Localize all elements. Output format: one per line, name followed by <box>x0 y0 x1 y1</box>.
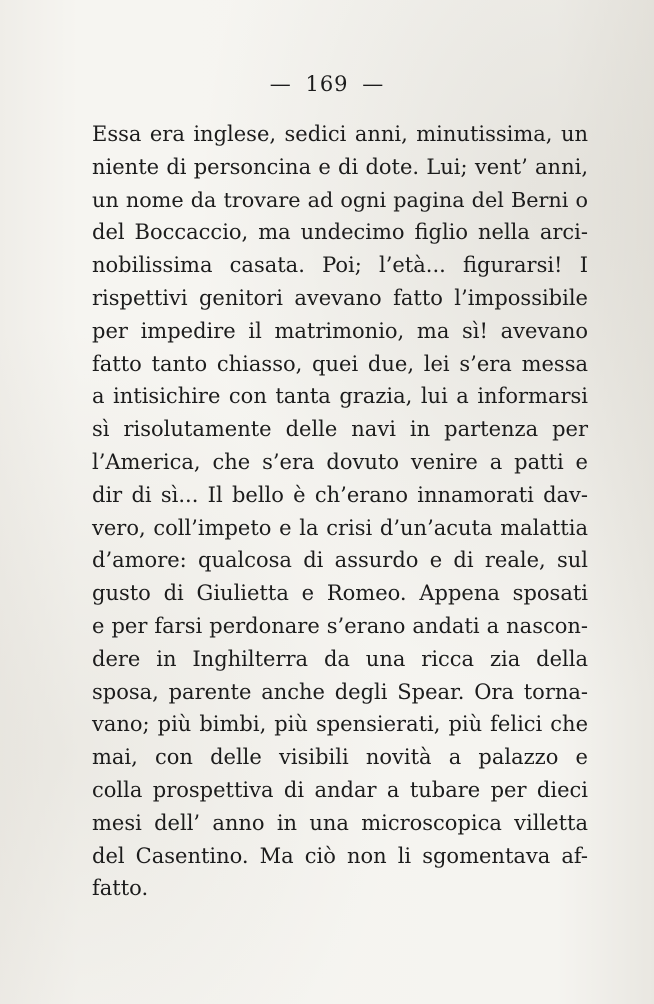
text-line: gusto di Giulietta e Romeo. Appena sposati <box>92 581 588 606</box>
text-line: nobilissima casata. Poi; l’età... figurarsi! I <box>92 253 588 278</box>
text-line: d’amore: qualcosa di assurdo e di reale, sul <box>92 548 588 573</box>
text-line: rispettivi genitori avevano fatto l’impossibile <box>92 285 588 310</box>
text-line: Essa era inglese, sedici anni, minutissima, un <box>92 122 588 146</box>
text-line: per impedire il matrimonio, ma sì! avevano <box>92 318 588 343</box>
text-line: niente di personcina e di dote. Lui; vent’ anni, <box>92 154 588 179</box>
text-line: a intisichire con tanta grazia, lui a informarsi <box>92 384 588 409</box>
text-line: dir di sì... Il bello è ch’erano innamorati dav- <box>92 482 588 507</box>
text-line: vano; più bimbi, più spensierati, più felici che <box>92 712 588 737</box>
text-line: mai, con delle visibili novità a palazzo e <box>92 745 588 770</box>
text-line: colla prospettiva di andar a tubare per dieci <box>92 777 588 802</box>
text-line: del Boccaccio, ma undecimo figlio nella arci- <box>92 220 588 245</box>
text-line: del Casentino. Ma ciò non li sgomentava af- <box>92 843 588 868</box>
body-text <box>92 118 588 905</box>
text-line: fatto. <box>92 876 149 901</box>
text-line: un nome da trovare ad ogni pagina del Berni o <box>92 187 588 212</box>
page-number: — 169 — <box>269 72 385 96</box>
text-line: e per farsi perdonare s’erano andati a nascon- <box>92 613 588 638</box>
text-line: sposa, parente anche degli Spear. Ora torna- <box>92 679 588 704</box>
text-line: mesi dell’ anno in una microscopica villetta <box>92 810 588 835</box>
text-line: fatto tanto chiasso, quei due, lei s’era messa <box>92 351 588 376</box>
text-line: sì risolutamente delle navi in partenza per <box>92 417 588 442</box>
text-line: l’America, che s’era dovuto venire a patti e <box>92 449 588 474</box>
text-line: vero, coll’impeto e la crisi d’un’acuta malattia <box>92 515 588 540</box>
text-line: dere in Inghilterra da una ricca zia della <box>92 646 588 671</box>
